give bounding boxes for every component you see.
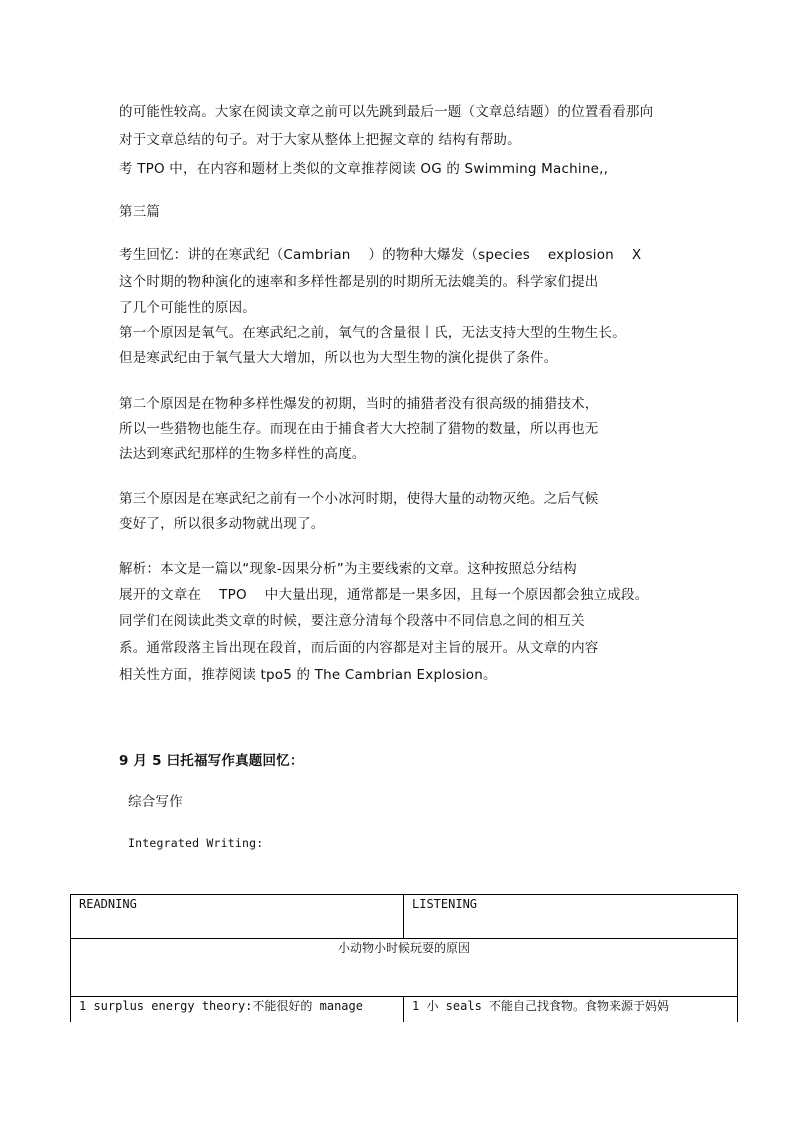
table-header-row xyxy=(71,895,738,939)
text-line: 法达到寒武纪那样的生物多样性的高度。 xyxy=(119,446,366,462)
text-line: 但是寒武纪由于氧气量大大增加，所以也为大型生物的演化提供了条件。 xyxy=(119,350,558,366)
table-cell-reading: 1 surplus energy theory:不能很好的 manage xyxy=(71,997,404,1027)
text-line: 系。通常段落主旨出现在段首，而后面的内容都是对主旨的展开。从文章的内容 xyxy=(119,640,599,656)
text-line: 相关性方面，推荐阅读 tpo5 的 The Cambrian Explosion。 xyxy=(119,667,497,683)
text-line: 了几个可能性的原因。 xyxy=(119,300,256,316)
text-line: 的可能性较高。大家在阅读文章之前可以先跳到最后一题（文章总结题）的位置看看那向 xyxy=(119,104,654,120)
text-line: 所以一些猎物也能生存。而现在由于捕食者大大控制了猎物的数量，所以再也无 xyxy=(119,421,599,437)
section-title: 第三篇 xyxy=(119,204,161,220)
text-line: 第一个原因是氧气。在寒武纪之前，氧气的含量很丨氏，无法支持大型的生物生长。 xyxy=(119,325,626,341)
text-line: 同学们在阅读此类文章的时候，要注意分清每个段落中不同信息之间的相互关 xyxy=(119,613,585,629)
writing-heading: 9 月 5 曰托福写作真题回忆： xyxy=(119,753,304,769)
table-cell-listening: 1 小 seals 不能自己找食物。食物来源于妈妈 xyxy=(404,997,738,1027)
text-line: 第三个原因是在寒武纪之前有一个小冰河时期，使得大量的动物灭绝。之后气候 xyxy=(119,491,599,507)
text-line: 第二个原因是在物种多样性爆发的初期，当时的捕猎者没有很高级的捕猎技术， xyxy=(119,396,599,412)
text-line: 考生回忆：讲的在寒武纪（Cambrian ）的物种大爆发（species explosion X xyxy=(119,247,642,263)
integrated-writing-en: Integrated Writing: xyxy=(128,836,264,850)
text-line: 解析：本文是一篇以“现象-因果分析”为主要线索的文章。这种按照总分结构 xyxy=(119,561,577,577)
table-topic-cell: 小动物小时候玩耍的原因 xyxy=(71,939,738,997)
text-line: 变好了，所以很多动物就出现了。 xyxy=(119,516,325,532)
text-line: 这个时期的物种演化的速率和多样性都是别的时期所无法媲美的。科学家们提出 xyxy=(119,274,599,290)
page-bottom-margin xyxy=(0,1022,794,1123)
text-line: 展开的文章在 TPO 中大量出现，通常都是一果多因，且每一个原因都会独立成段。 xyxy=(119,587,649,603)
table-topic-row xyxy=(71,939,738,997)
column-header-reading: READNING xyxy=(71,895,404,939)
text-line: 考 TPO 中，在内容和题材上类似的文章推荐阅读 OG 的 Swimming Machine,, xyxy=(119,161,609,177)
reading-listening-table xyxy=(70,894,738,1027)
text-line: 对于文章总结的句子。对于大家从整体上把握文章的 结构有帮助。 xyxy=(119,132,521,148)
integrated-writing-cn: 综合写作 xyxy=(128,794,183,810)
column-header-listening: LISTENING xyxy=(404,895,738,939)
